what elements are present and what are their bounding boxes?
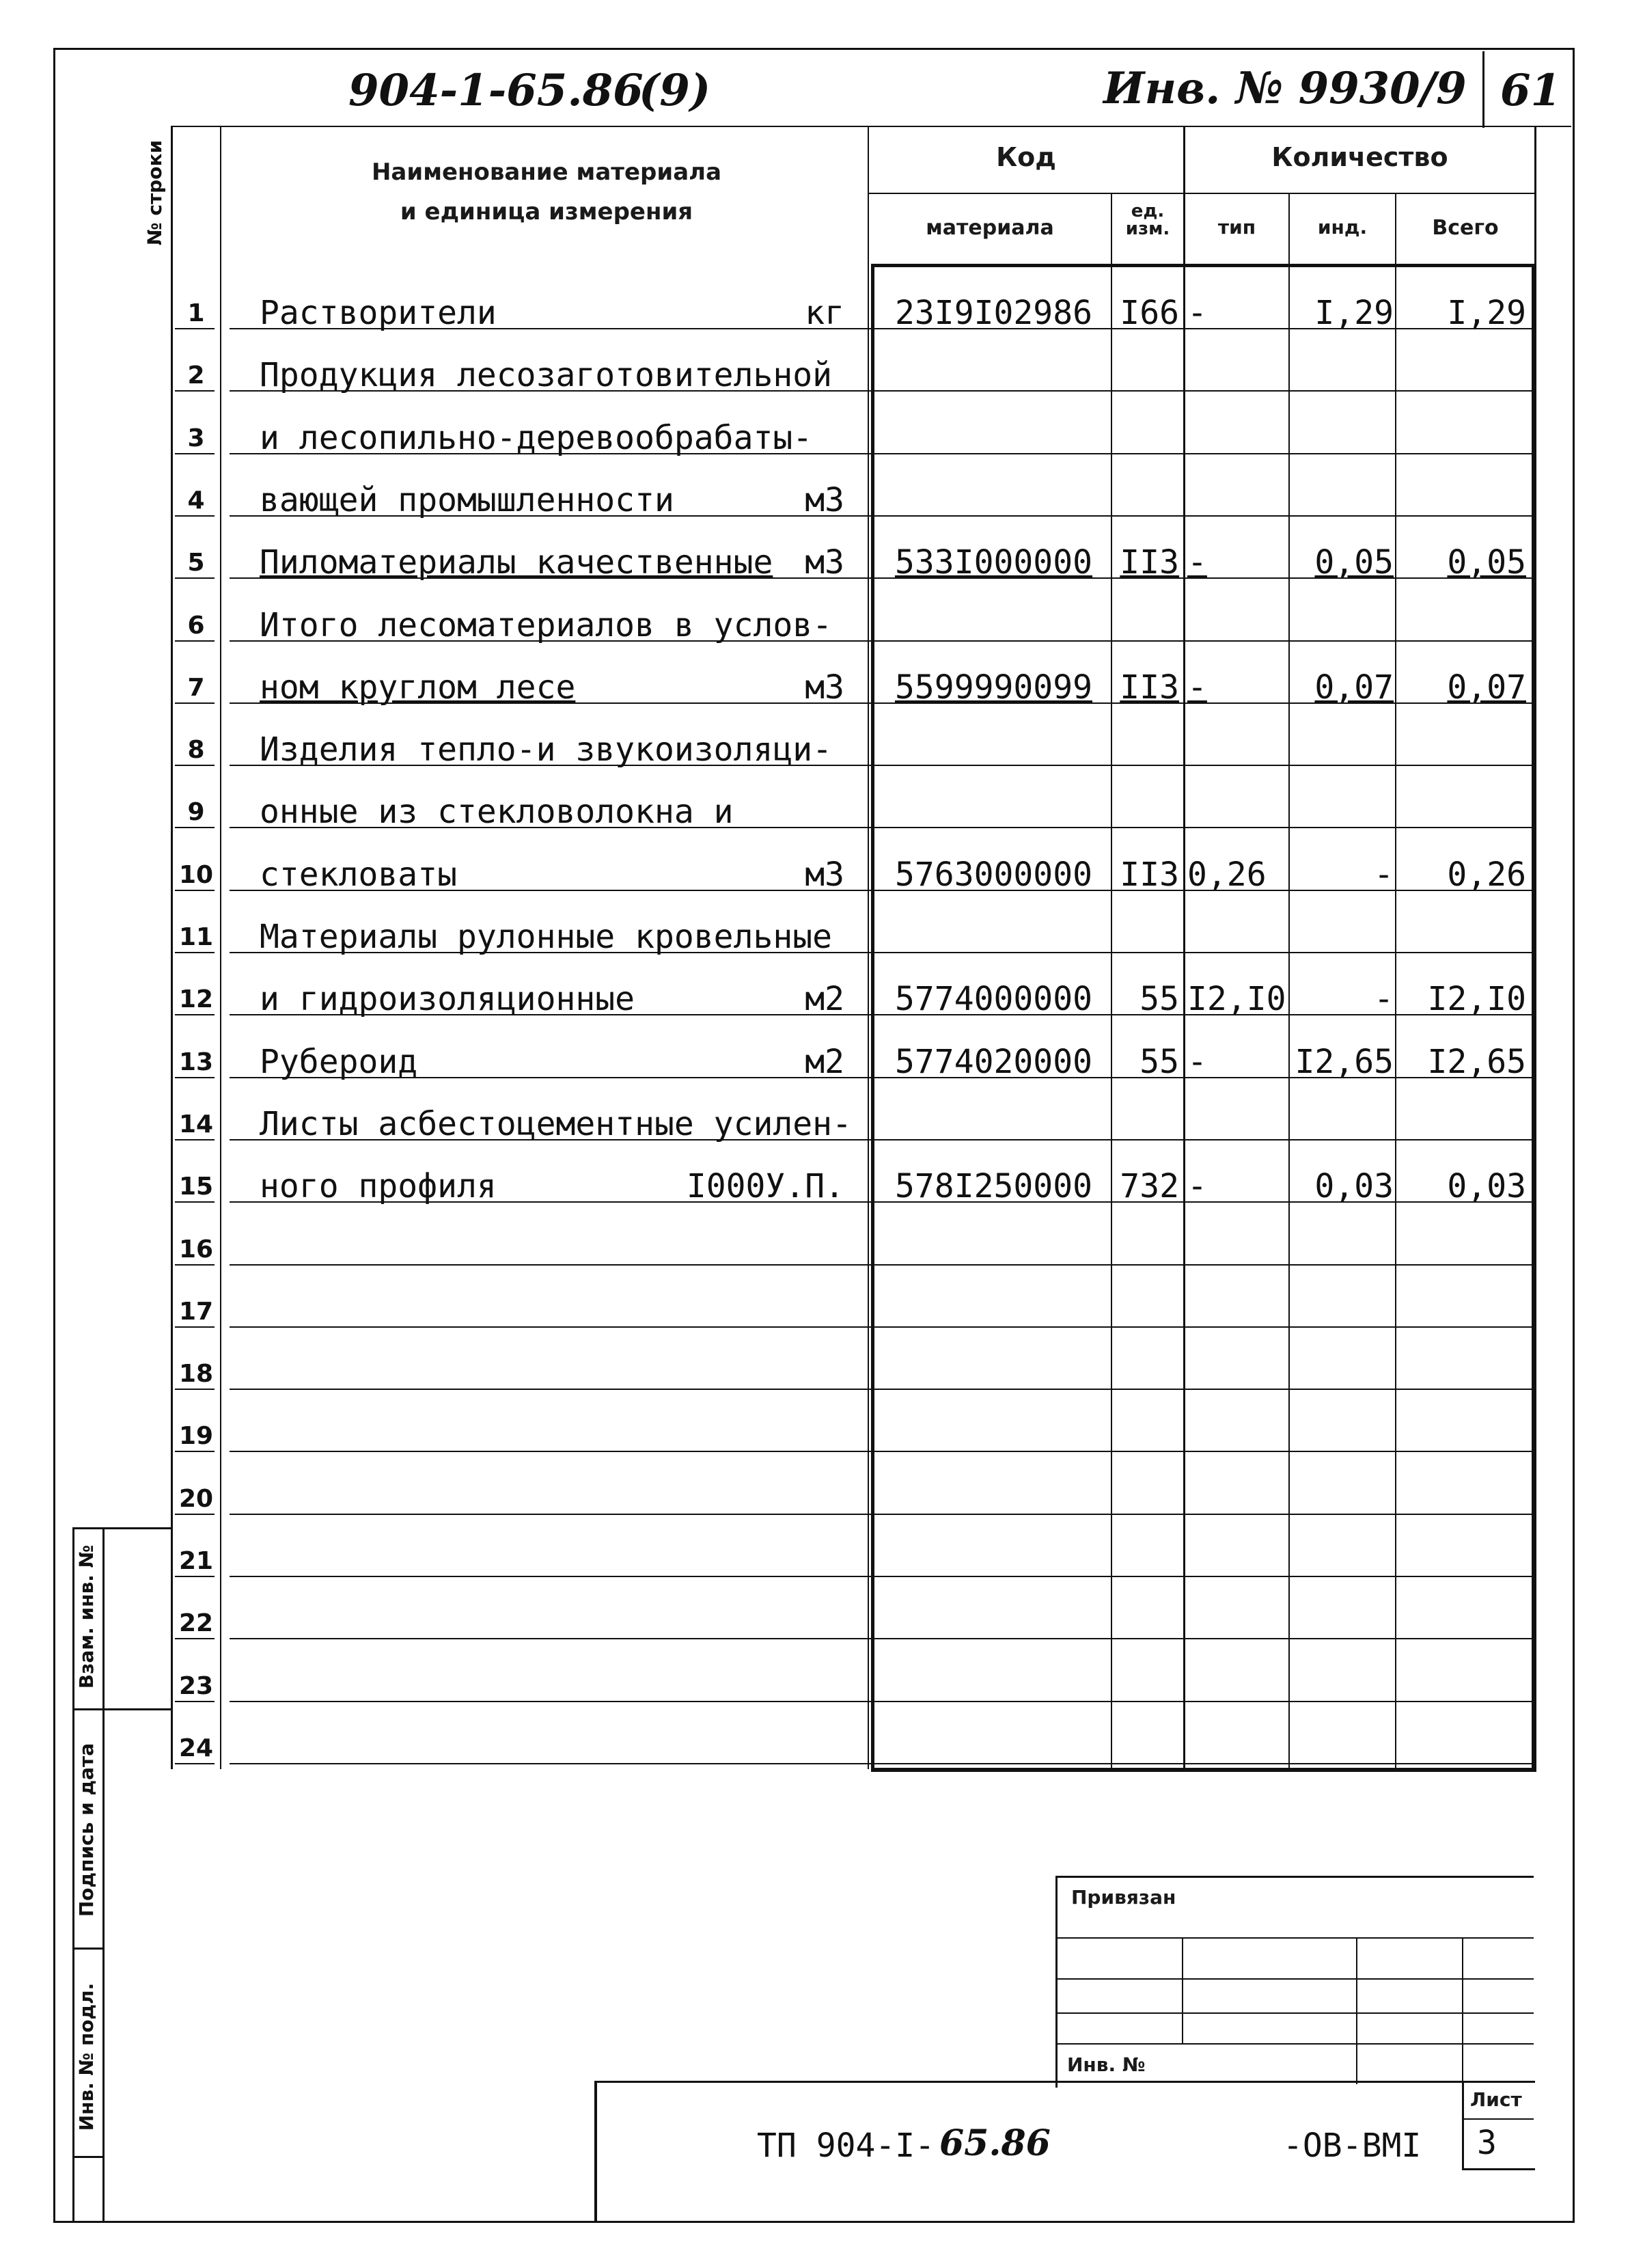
- material-code: 5763000000: [895, 855, 1092, 894]
- privyazan-col-1: [1182, 1937, 1183, 2043]
- col-header-total: Всего: [1432, 216, 1499, 240]
- qty-total: I2,I0: [1427, 980, 1526, 1019]
- code-qty-divider: [1183, 126, 1185, 1768]
- row-number-rule: [175, 577, 215, 579]
- issue-number: (9): [639, 65, 711, 116]
- row-number: 20: [178, 1484, 214, 1513]
- row-number: 12: [178, 985, 214, 1014]
- col-header-code-material: материала: [926, 216, 1054, 240]
- unit-code: 55: [1139, 1042, 1179, 1081]
- row-number: 6: [187, 611, 205, 640]
- qty-ind: -: [1374, 855, 1394, 894]
- privyazan-left: [1055, 1876, 1058, 2088]
- material-code: 23I9I02986: [895, 294, 1092, 332]
- qty-total: I2,65: [1427, 1042, 1526, 1081]
- row-rule: [230, 1576, 1532, 1577]
- row-rule: [230, 1451, 1532, 1452]
- inv-no-label: Инв. №: [1067, 2053, 1146, 2076]
- qty-ind: -: [1374, 980, 1394, 1019]
- item-unit: I000У.П.: [686, 1167, 844, 1206]
- col-header-type: тип: [1217, 216, 1256, 238]
- unit-code: II3: [1120, 543, 1179, 582]
- qty-type: -: [1187, 668, 1207, 707]
- row-number-rule: [175, 1638, 215, 1639]
- unit-code: II3: [1120, 855, 1179, 894]
- row-number-rule: [175, 1077, 215, 1078]
- row-number: 22: [178, 1609, 214, 1638]
- item-unit: м3: [805, 480, 844, 519]
- stamp-left-edge: [72, 1527, 74, 2222]
- item-unit: кг: [805, 294, 844, 332]
- sheet-corner-number: 61: [1500, 65, 1562, 116]
- outer-border-bottom: [53, 2221, 1575, 2223]
- item-name: вающей промышленности: [260, 480, 674, 519]
- item-name: Растворители: [260, 294, 497, 332]
- privyazan-top: [1055, 1876, 1534, 1878]
- item-name: стекловаты: [260, 855, 457, 894]
- material-code: 578I250000: [895, 1167, 1092, 1206]
- table-thick-bottom: [871, 1768, 1536, 1772]
- item-name: Листы асбестоцементные усилен-: [260, 1104, 852, 1143]
- rowno-divider: [220, 126, 221, 1769]
- row-number: 17: [178, 1297, 214, 1326]
- qty-total: I,29: [1447, 294, 1526, 332]
- col-header-name-1: Наименование материала: [371, 159, 722, 186]
- ind-total-divider: [1395, 193, 1396, 1768]
- row-number-rule: [175, 1326, 215, 1328]
- privyazan-label: Привязан: [1071, 1886, 1176, 1909]
- corner-divider: [1482, 51, 1484, 128]
- item-unit: м3: [805, 668, 844, 707]
- row-number: 21: [178, 1547, 214, 1575]
- item-name: Изделия тепло-и звукоизоляци-: [260, 730, 833, 769]
- row-number-rule: [175, 952, 215, 953]
- doc-code-handwritten: 65.86: [939, 2122, 1051, 2164]
- row-number-rule: [175, 1514, 215, 1515]
- code-unit-divider: [1111, 193, 1112, 1768]
- item-name: Продукция лесозаготовительной: [260, 356, 833, 395]
- row-rule: [230, 1514, 1532, 1515]
- row-rule: [230, 1763, 1532, 1764]
- privyazan-col-2: [1356, 1937, 1357, 2084]
- row-number: 15: [178, 1173, 214, 1201]
- privyazan-col-3: [1462, 1937, 1463, 2081]
- item-unit: м3: [805, 543, 844, 582]
- qty-ind: I,29: [1314, 294, 1394, 332]
- material-code: 533I000000: [895, 543, 1092, 582]
- row-number: 13: [178, 1048, 214, 1076]
- row-rule: [230, 1638, 1532, 1639]
- subheader-line: [869, 193, 1534, 194]
- qty-type: 0,26: [1187, 855, 1267, 894]
- doc-code-suffix: -ОВ-ВМI: [1283, 2127, 1422, 2165]
- qty-type: -: [1187, 1042, 1207, 1081]
- row-number-rule: [175, 1763, 215, 1764]
- row-rule: [230, 1701, 1532, 1702]
- item-unit: м2: [805, 980, 844, 1019]
- row-number-rule: [175, 1576, 215, 1577]
- stamp-signature: Подпись и дата: [75, 1743, 98, 1917]
- item-name: Рубероид: [260, 1042, 418, 1081]
- row-number: 8: [187, 736, 205, 765]
- material-code: 5599990099: [895, 668, 1092, 707]
- row-number-rule: [175, 640, 215, 642]
- row-number: 10: [178, 860, 214, 889]
- row-rule: [230, 1389, 1532, 1390]
- row-rule: [230, 1264, 1532, 1266]
- stamp-sep-2: [72, 1948, 102, 1950]
- row-number-rule: [175, 827, 215, 828]
- row-number: 23: [178, 1671, 214, 1700]
- col-header-name-2: и единица измерения: [400, 198, 693, 226]
- row-number-rule: [175, 1014, 215, 1015]
- row-number-rule: [175, 1389, 215, 1390]
- row-number: 16: [178, 1235, 214, 1263]
- col-header-quantity: Количество: [1271, 142, 1448, 172]
- qty-ind: 0,03: [1314, 1167, 1394, 1206]
- row-number-rule: [175, 1201, 215, 1203]
- item-name: и лесопильно-деревообрабаты-: [260, 418, 813, 457]
- row-number-rule: [175, 1264, 215, 1266]
- thick-right-body: [1532, 265, 1536, 1772]
- row-rule: [230, 1326, 1532, 1328]
- row-number-rule: [175, 765, 215, 766]
- qty-type: -: [1187, 543, 1207, 582]
- qty-ind: I2,65: [1295, 1042, 1394, 1081]
- qty-ind: 0,07: [1314, 668, 1394, 707]
- item-name: ном круглом лесе: [260, 668, 576, 707]
- col-header-ind: инд.: [1317, 216, 1368, 238]
- stamp-inv-podl: Инв. № подл.: [75, 1982, 98, 2131]
- unit-code: I66: [1120, 294, 1179, 332]
- item-name: онные из стекловолокна и: [260, 793, 734, 832]
- qty-type: -: [1187, 294, 1207, 332]
- row-number-rule: [175, 890, 215, 891]
- stamp-vzam: Взам. инв. №: [75, 1544, 98, 1689]
- row-number: 2: [187, 361, 205, 390]
- thick-left-body: [871, 265, 874, 1768]
- header-thick-bottom: [871, 264, 1536, 267]
- sheet-box-bottom: [1462, 2168, 1535, 2170]
- unit-code: II3: [1120, 668, 1179, 707]
- row-number: 5: [187, 549, 205, 577]
- qty-total: 0,03: [1447, 1167, 1526, 1206]
- inventory-number: Инв. № 9930/9: [1103, 63, 1467, 114]
- row-number-rule: [175, 1139, 215, 1140]
- item-unit: м2: [805, 1042, 844, 1081]
- stamp-sep-1: [72, 1708, 173, 1710]
- row-number: 14: [178, 1110, 214, 1138]
- row-number-rule: [175, 1451, 215, 1452]
- col-header-rowno: № строки: [143, 139, 166, 246]
- sheet-box-left: [1462, 2081, 1464, 2170]
- item-name: ного профиля: [260, 1167, 497, 1206]
- sheet-label: Лист: [1470, 2088, 1522, 2111]
- row-number: 11: [178, 923, 214, 951]
- sheet-box-mid: [1462, 2118, 1534, 2120]
- outer-border-right: [1573, 48, 1575, 2222]
- name-code-divider: [868, 126, 869, 1769]
- row-number-rule: [175, 453, 215, 454]
- unit-code: 732: [1120, 1167, 1179, 1206]
- material-code: 5774000000: [895, 980, 1092, 1019]
- row-number-rule: [175, 328, 215, 329]
- qty-total: 0,26: [1447, 855, 1526, 894]
- header-line: [171, 126, 1571, 127]
- title-block-left: [594, 2081, 597, 2221]
- item-name: Материалы рулонные кровельные: [260, 918, 833, 956]
- type-ind-divider: [1288, 193, 1290, 1768]
- row-number: 19: [178, 1422, 214, 1451]
- row-number-rule: [175, 1701, 215, 1702]
- table-left-edge: [171, 126, 173, 1769]
- qty-total: 0,07: [1447, 668, 1526, 707]
- qty-ind: 0,05: [1314, 543, 1394, 582]
- row-number: 4: [187, 486, 205, 515]
- row-number: 24: [178, 1734, 214, 1762]
- item-unit: м3: [805, 855, 844, 894]
- doc-code-prefix: ТП 904-I-: [757, 2127, 935, 2165]
- item-name: и гидроизоляционные: [260, 980, 635, 1019]
- col-header-code: Код: [996, 142, 1056, 172]
- item-name: Пиломатериалы качественные: [260, 543, 773, 582]
- row-number: 9: [187, 798, 205, 827]
- stamp-middle-edge: [102, 1527, 105, 2222]
- qty-total: 0,05: [1447, 543, 1526, 582]
- material-code: 5774020000: [895, 1042, 1092, 1081]
- row-number-rule: [175, 390, 215, 392]
- stamp-sep-3: [72, 2156, 102, 2158]
- outer-border-left: [53, 48, 55, 2222]
- row-number-rule: [175, 515, 215, 517]
- project-number: 904-1-65.86: [348, 65, 644, 116]
- row-number: 1: [187, 299, 205, 327]
- row-number-rule: [175, 702, 215, 704]
- qty-type: I2,I0: [1187, 980, 1286, 1019]
- col-header-code-unit: ед. изм.: [1125, 201, 1170, 239]
- item-name: Итого лесоматериалов в услов-: [260, 605, 833, 644]
- row-number: 3: [187, 424, 205, 452]
- outer-border-top: [53, 48, 1574, 50]
- unit-code: 55: [1139, 980, 1179, 1019]
- title-block-top: [594, 2081, 1535, 2083]
- row-number: 18: [178, 1360, 214, 1389]
- row-number: 7: [187, 673, 205, 702]
- qty-type: -: [1187, 1167, 1207, 1206]
- sheet-number: 3: [1477, 2124, 1497, 2162]
